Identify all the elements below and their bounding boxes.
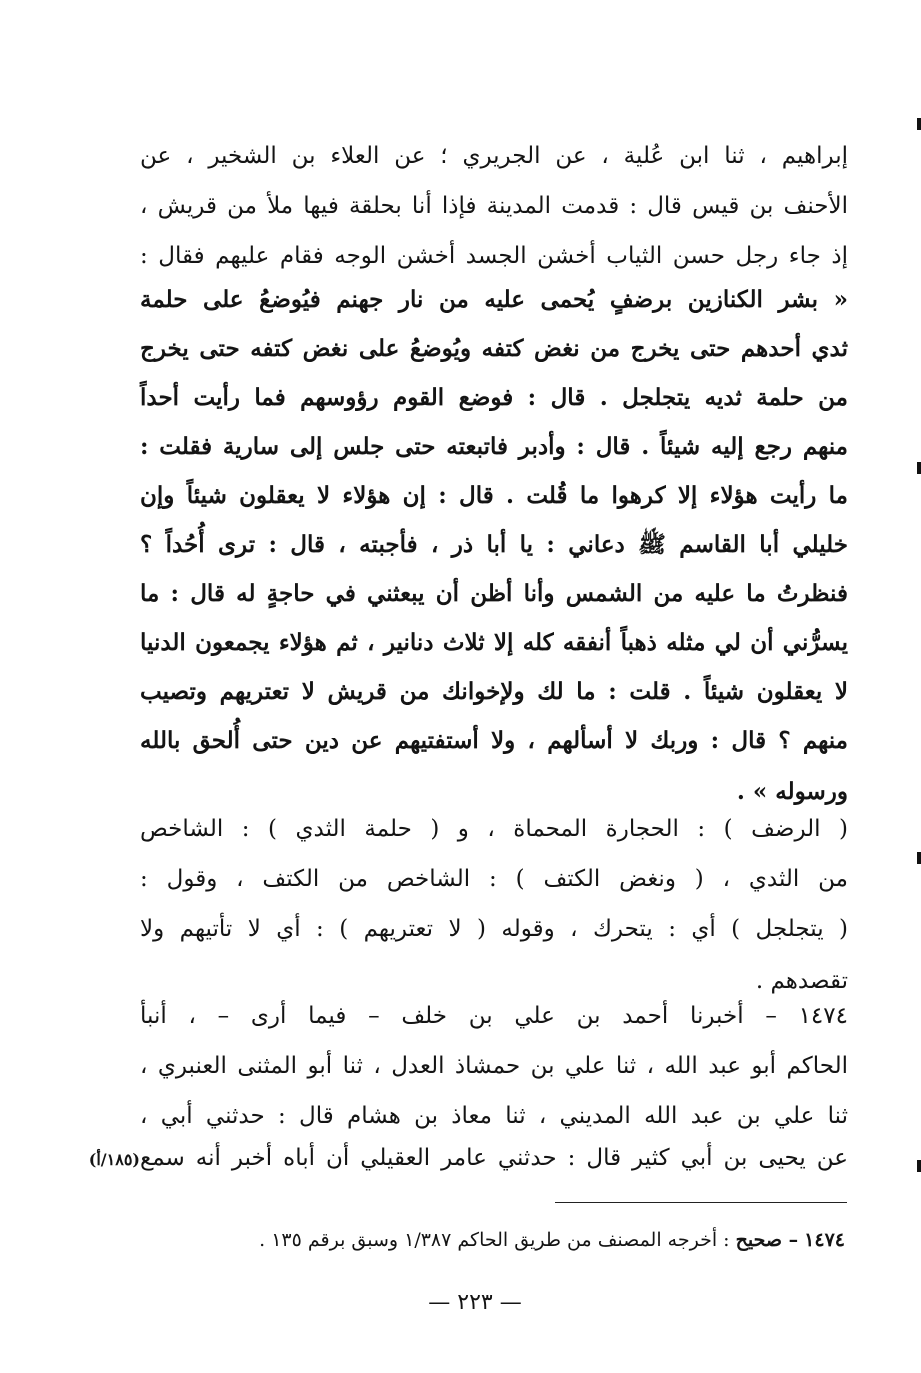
footnote-rule xyxy=(555,1202,847,1203)
gloss-line: ( يتجلجل ) أي : يتحرك ، وقوله ( لا تعتريهم ) : أي لا تأتيهم ولا xyxy=(140,916,848,942)
text-line: الأحنف بن قيس قال : قدمت المدينة فإذا أنا بحلقة فيها ملأ من قريش ، xyxy=(140,193,848,219)
hadith-line: ثدي أحدهم حتى يخرج من نغض كتفه ويُوضعُ على نغض كتفه حتى يخرج xyxy=(140,335,848,362)
hadith-line: يسرُّني أن لي مثله ذهباً أنفقه كله إلا ثلاث دنانير ، ثم هؤلاء يجمعون الدنيا xyxy=(140,629,848,656)
hadith-line: منهم رجع إليه شيئاً . قال : وأدبر فاتبعته حتى جلس إلى سارية فقلت : xyxy=(140,433,848,460)
margin-mark xyxy=(917,118,921,130)
footnote-grade: صحيح xyxy=(735,1229,782,1251)
hadith-line: ورسوله » . xyxy=(736,778,848,805)
text-line: إبراهيم ، ثنا ابن عُلية ، عن الجريري ؛ عن العلاء بن الشخير ، عن xyxy=(140,143,848,169)
hadith-line: من حلمة ثديه يتجلجل . قال : فوضع القوم رؤوسهم فما رأيت أحداً xyxy=(140,384,848,411)
gloss-line: ( الرضف ) : الحجارة المحماة ، و ( حلمة الثدي ) : الشاخص xyxy=(140,816,848,842)
hadith-line: خليلي أبا القاسم ﷺ دعاني : يا أبا ذر ، فأجبته ، قال : ترى أُحُداً ؟ xyxy=(140,531,848,558)
hadith-line: منهم ؟ قال : وربك لا أسألهم ، ولا أستفتيهم عن دين حتى أُلحق بالله xyxy=(140,727,848,754)
page-number: — ٢٢٣ — xyxy=(428,1290,522,1315)
text-line: إذ جاء رجل حسن الثياب أخشن الجسد أخشن الوجه فقام عليهم فقال : xyxy=(140,243,848,269)
hadith-line: فنظرتُ ما عليه من الشمس وأنا أظن أن يبعثني في حاجةٍ له قال : ما xyxy=(140,580,848,607)
footnote-number: ١٤٧٤ xyxy=(804,1229,845,1251)
footnote-dash: – xyxy=(782,1229,799,1251)
hadith-line: « بشر الكنازين برضفٍ يُحمى عليه من نار جهنم فيُوضعُ على حلمة xyxy=(140,286,848,313)
manuscript-reference: (١٨٥/أ) xyxy=(88,1150,140,1169)
margin-mark xyxy=(917,1160,921,1172)
hadith-line: لا يعقلون شيئاً . قلت : ما لك ولإخوانك من قريش لا تعتريهم وتصيب xyxy=(140,678,848,705)
hadith-line: ما رأيت هؤلاء إلا كرهوا ما قُلت . قال : إن هؤلاء لا يعقلون شيئاً وإن xyxy=(140,482,848,509)
isnad-line: الحاكم أبو عبد الله ، ثنا علي بن حمشاذ العدل ، ثنا أبو المثنى العنبري ، xyxy=(140,1053,848,1079)
footnote xyxy=(145,1220,845,1260)
main-text xyxy=(140,0,848,1200)
margin-mark xyxy=(917,462,921,474)
gloss-line: من الثدي ، ( ونغض الكتف ) : الشاخص من الكتف ، وقول : xyxy=(140,866,848,892)
isnad-line: عن يحيى بن أبي كثير قال : حدثني عامر العقيلي أن أباه أخبر أنه سمع xyxy=(140,1145,848,1171)
gloss-line: تقصدهم . xyxy=(755,968,848,994)
isnad-line: ١٤٧٤ – أخبرنا أحمد بن علي بن خلف – فيما أرى – ، أنبأ xyxy=(140,1003,848,1029)
margin-mark xyxy=(917,852,921,864)
footnote-text: : أخرجه المصنف من طريق الحاكم ١/٣٨٧ وسبق برقم ١٣٥ . xyxy=(259,1229,730,1251)
isnad-line: ثنا علي بن عبد الله المديني ، ثنا معاذ بن هشام قال : حدثني أبي ، xyxy=(140,1103,848,1129)
